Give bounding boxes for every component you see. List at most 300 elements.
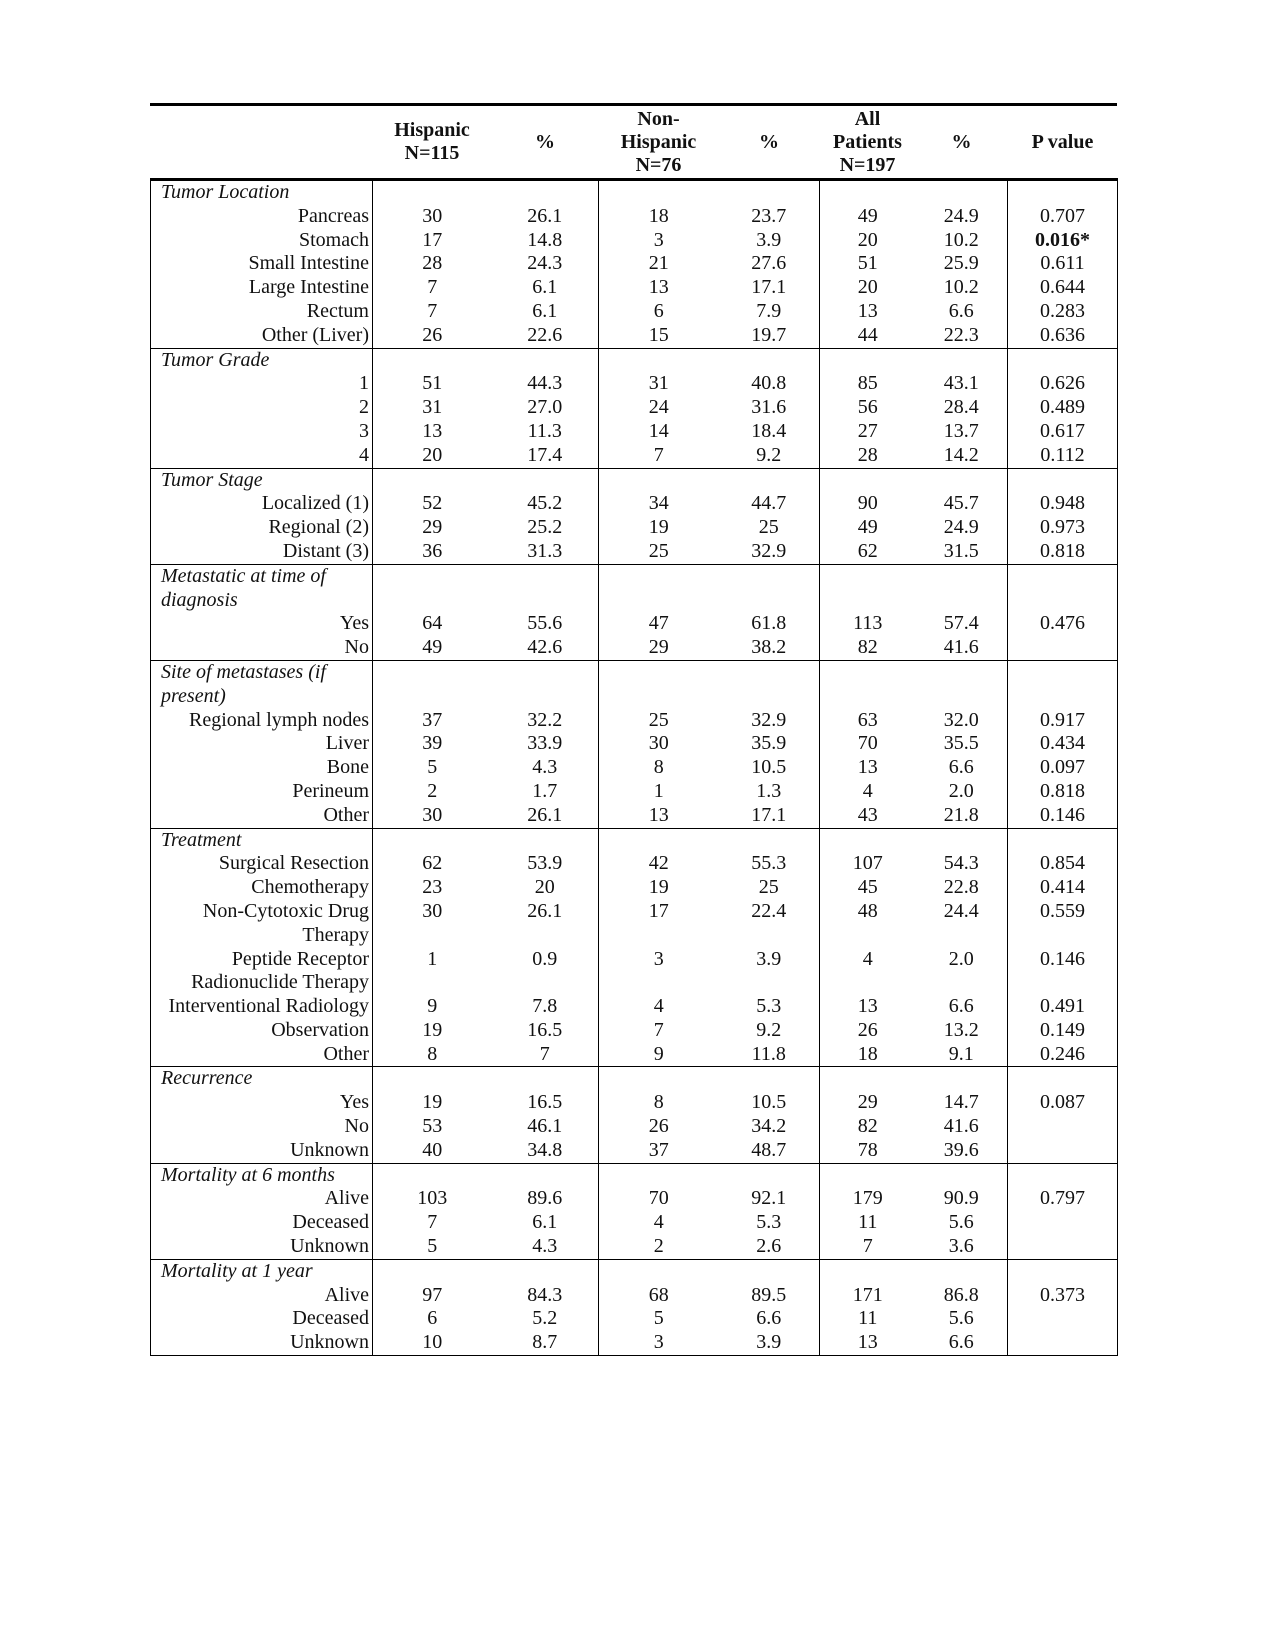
value-cell: 53.9 (492, 852, 599, 876)
p-value-cell: 0.149 (1008, 1019, 1118, 1043)
row-label: Other (151, 804, 373, 828)
empty-cell (820, 828, 916, 852)
empty-cell (916, 1067, 1008, 1091)
table-row (151, 1187, 1118, 1211)
row-label: Yes (151, 1091, 373, 1115)
empty-cell (820, 1067, 916, 1091)
value-cell: 5 (427, 1235, 438, 1258)
p-value-cell (1008, 1139, 1118, 1163)
value-cell: 70 (857, 732, 878, 755)
value-cell: 5.3 (719, 1211, 820, 1235)
value-cell: 9 (653, 1042, 664, 1065)
table-row (151, 852, 1118, 876)
value-cell: 19.7 (719, 324, 820, 348)
p-value-cell: 0.818 (1008, 540, 1118, 564)
p-value-cell: 0.948 (1008, 492, 1118, 516)
value-cell: 52 (422, 492, 443, 515)
value-cell: 179 (852, 1187, 883, 1210)
row-label: Unknown (151, 1235, 373, 1259)
value-cell: 62 (857, 539, 878, 562)
value-cell: 45.2 (492, 492, 599, 516)
value-cell: 4 (862, 779, 873, 802)
header-cell-p-value: P value (1008, 106, 1118, 180)
empty-cell (373, 1259, 492, 1283)
empty-cell (599, 828, 719, 852)
value-cell: 28 (857, 443, 878, 466)
empty-cell (820, 468, 916, 492)
value-cell: 14.8 (492, 229, 599, 253)
section-header-row (151, 180, 1118, 205)
value-cell: 34.8 (492, 1139, 599, 1163)
value-cell: 7 (427, 299, 438, 322)
value-cell: 26 (422, 323, 443, 346)
value-cell: 7.8 (492, 995, 599, 1019)
empty-cell (373, 1163, 492, 1187)
row-label: Perineum (151, 780, 373, 804)
value-cell: 1.3 (719, 780, 820, 804)
value-cell: 7 (862, 1235, 873, 1258)
table-row (151, 1115, 1118, 1139)
value-cell: 43.1 (916, 372, 1008, 396)
value-cell: 25 (719, 876, 820, 900)
value-cell: 9.2 (719, 444, 820, 468)
empty-cell (599, 564, 719, 612)
table-row (151, 229, 1118, 253)
value-cell: 89.5 (719, 1284, 820, 1308)
value-cell: 2.0 (916, 780, 1008, 804)
empty-cell (599, 468, 719, 492)
table-row (151, 516, 1118, 540)
empty-cell (916, 468, 1008, 492)
section-title: Mortality at 6 months (151, 1163, 373, 1187)
value-cell: 13 (422, 419, 443, 442)
row-label: Unknown (151, 1331, 373, 1355)
value-cell: 2 (653, 1235, 664, 1258)
value-cell: 21 (648, 252, 669, 275)
value-cell: 18 (857, 1042, 878, 1065)
p-value-cell: 0.973 (1008, 516, 1118, 540)
value-cell: 10.5 (719, 756, 820, 780)
header-cell-hispanic: Hispanic N=115 (373, 106, 492, 180)
empty-cell (373, 180, 492, 205)
value-cell: 41.6 (916, 1115, 1008, 1139)
table-row (151, 780, 1118, 804)
header-cell-non-hispanic: Non- Hispanic N=76 (599, 106, 719, 180)
empty-cell (719, 468, 820, 492)
header-cell-all-patients-pct: % (916, 106, 1008, 180)
section-header-row (151, 1259, 1118, 1283)
p-value-cell: 0.707 (1008, 205, 1118, 229)
p-value-cell: 0.644 (1008, 276, 1118, 300)
table-row (151, 1284, 1118, 1308)
value-cell: 8 (653, 1091, 664, 1114)
value-cell: 24 (648, 396, 669, 419)
table-row (151, 1139, 1118, 1163)
value-cell: 28.4 (916, 396, 1008, 420)
value-cell: 4 (653, 1211, 664, 1234)
row-label: Other (151, 1043, 373, 1067)
value-cell: 13 (857, 756, 878, 779)
table-row (151, 900, 1118, 948)
value-cell: 5 (653, 1307, 664, 1330)
value-cell: 55.3 (719, 852, 820, 876)
empty-cell (373, 660, 492, 708)
p-value-cell: 0.617 (1008, 420, 1118, 444)
row-label: 1 (151, 372, 373, 396)
value-cell: 31.5 (916, 540, 1008, 564)
p-value-cell: 0.489 (1008, 396, 1118, 420)
section-header-row (151, 828, 1118, 852)
value-cell: 13 (857, 299, 878, 322)
p-value-cell: 0.146 (1008, 804, 1118, 828)
row-label: Regional lymph nodes (151, 709, 373, 733)
value-cell: 55.6 (492, 612, 599, 636)
value-cell: 6.6 (916, 1331, 1008, 1355)
section-header-row (151, 1163, 1118, 1187)
p-value-cell (1008, 1307, 1118, 1331)
empty-cell (916, 564, 1008, 612)
value-cell: 41.6 (916, 636, 1008, 660)
empty-cell (916, 660, 1008, 708)
p-value-cell: 0.097 (1008, 756, 1118, 780)
value-cell: 5.2 (492, 1307, 599, 1331)
row-label: No (151, 1115, 373, 1139)
value-cell: 62 (422, 852, 443, 875)
value-cell: 48.7 (719, 1139, 820, 1163)
value-cell: 37 (422, 708, 443, 731)
value-cell: 24.9 (916, 205, 1008, 229)
value-cell: 44.3 (492, 372, 599, 396)
table-row (151, 300, 1118, 324)
row-label: Rectum (151, 300, 373, 324)
value-cell: 25 (648, 708, 669, 731)
value-cell: 46.1 (492, 1115, 599, 1139)
value-cell: 1 (653, 779, 664, 802)
empty-cell (916, 828, 1008, 852)
section-title: Site of metastases (if present) (151, 660, 373, 708)
value-cell: 44 (857, 323, 878, 346)
row-label: Regional (2) (151, 516, 373, 540)
empty-cell (492, 660, 599, 708)
row-label: Interventional Radiology (151, 995, 373, 1019)
value-cell: 32.2 (492, 709, 599, 733)
table-row (151, 1043, 1118, 1067)
value-cell: 7 (427, 1211, 438, 1234)
value-cell: 6.6 (719, 1307, 820, 1331)
value-cell: 7.9 (719, 300, 820, 324)
value-cell: 11 (858, 1211, 878, 1234)
value-cell: 85 (857, 372, 878, 395)
table-row (151, 492, 1118, 516)
p-value-cell: 0.283 (1008, 300, 1118, 324)
row-label: Alive (151, 1284, 373, 1308)
value-cell: 29 (648, 636, 669, 659)
empty-cell (1008, 564, 1118, 612)
value-cell: 70 (648, 1187, 669, 1210)
value-cell: 24.9 (916, 516, 1008, 540)
empty-cell (719, 1067, 820, 1091)
value-cell: 3 (653, 228, 664, 251)
value-cell: 20 (492, 876, 599, 900)
value-cell: 40.8 (719, 372, 820, 396)
table-row (151, 444, 1118, 468)
value-cell: 1 (427, 947, 438, 970)
section-title: Tumor Location (151, 180, 373, 205)
value-cell: 13 (857, 995, 878, 1018)
empty-cell (820, 348, 916, 372)
value-cell: 22.3 (916, 324, 1008, 348)
value-cell: 13.7 (916, 420, 1008, 444)
value-cell: 37 (648, 1138, 669, 1161)
results-table (150, 106, 1118, 1356)
table-row (151, 205, 1118, 229)
value-cell: 4.3 (492, 756, 599, 780)
empty-cell (1008, 348, 1118, 372)
p-value-cell: 0.146 (1008, 948, 1118, 996)
empty-cell (719, 828, 820, 852)
p-value-cell: 0.797 (1008, 1187, 1118, 1211)
table-row (151, 636, 1118, 660)
value-cell: 31 (422, 396, 443, 419)
p-value-cell (1008, 1235, 1118, 1259)
section-header-row (151, 564, 1118, 612)
value-cell: 3.9 (719, 229, 820, 253)
value-cell: 2.6 (719, 1235, 820, 1259)
table-row (151, 612, 1118, 636)
value-cell: 35.9 (719, 732, 820, 756)
value-cell: 30 (422, 899, 443, 922)
value-cell: 90.9 (916, 1187, 1008, 1211)
p-value-cell: 0.559 (1008, 900, 1118, 948)
value-cell: 2.0 (916, 948, 1008, 996)
value-cell: 7 (653, 443, 664, 466)
p-value-cell: 0.373 (1008, 1284, 1118, 1308)
value-cell: 103 (417, 1187, 448, 1210)
value-cell: 4.3 (492, 1235, 599, 1259)
section-header-row (151, 348, 1118, 372)
header-cell-label (151, 106, 373, 180)
value-cell: 64 (422, 612, 443, 635)
row-label: Yes (151, 612, 373, 636)
value-cell: 82 (857, 636, 878, 659)
p-value-cell (1008, 636, 1118, 660)
table-row (151, 1019, 1118, 1043)
value-cell: 11 (858, 1307, 878, 1330)
section-title: Recurrence (151, 1067, 373, 1091)
row-label: Bone (151, 756, 373, 780)
row-label: Deceased (151, 1307, 373, 1331)
p-value-cell: 0.246 (1008, 1043, 1118, 1067)
header-cell-non-hispanic-pct: % (719, 106, 820, 180)
value-cell: 4 (653, 995, 664, 1018)
table-row (151, 252, 1118, 276)
p-value-cell (1008, 1211, 1118, 1235)
empty-cell (916, 180, 1008, 205)
empty-cell (820, 1259, 916, 1283)
value-cell: 6.6 (916, 995, 1008, 1019)
table-row (151, 420, 1118, 444)
p-value-cell: 0.434 (1008, 732, 1118, 756)
value-cell: 90 (857, 492, 878, 515)
empty-cell (719, 564, 820, 612)
row-label: Chemotherapy (151, 876, 373, 900)
p-value-cell: 0.854 (1008, 852, 1118, 876)
value-cell: 92.1 (719, 1187, 820, 1211)
table-row (151, 995, 1118, 1019)
row-label: 3 (151, 420, 373, 444)
row-label: Peptide Receptor Radionuclide Therapy (151, 948, 373, 996)
value-cell: 9 (427, 995, 438, 1018)
value-cell: 26.1 (492, 804, 599, 828)
row-label: Liver (151, 732, 373, 756)
value-cell: 16.5 (492, 1091, 599, 1115)
value-cell: 27 (857, 419, 878, 442)
value-cell: 51 (857, 252, 878, 275)
value-cell: 34 (648, 492, 669, 515)
row-label: Stomach (151, 229, 373, 253)
value-cell: 27.0 (492, 396, 599, 420)
empty-cell (916, 1259, 1008, 1283)
value-cell: 42 (648, 852, 669, 875)
value-cell: 18 (648, 204, 669, 227)
value-cell: 9.1 (916, 1043, 1008, 1067)
empty-cell (916, 348, 1008, 372)
value-cell: 45.7 (916, 492, 1008, 516)
table-row (151, 540, 1118, 564)
empty-cell (820, 180, 916, 205)
empty-cell (373, 564, 492, 612)
value-cell: 18.4 (719, 420, 820, 444)
table-row (151, 756, 1118, 780)
table-header (151, 106, 1118, 180)
table-row (151, 372, 1118, 396)
value-cell: 43 (857, 803, 878, 826)
section-header-row (151, 1067, 1118, 1091)
p-value-cell: 0.917 (1008, 709, 1118, 733)
p-value-cell: 0.112 (1008, 444, 1118, 468)
value-cell: 56 (857, 396, 878, 419)
value-cell: 51 (422, 372, 443, 395)
row-label: Unknown (151, 1139, 373, 1163)
value-cell: 17 (422, 228, 443, 251)
value-cell: 68 (648, 1283, 669, 1306)
p-value-cell: 0.491 (1008, 995, 1118, 1019)
value-cell: 20 (857, 228, 878, 251)
table-row (151, 396, 1118, 420)
empty-cell (820, 1163, 916, 1187)
empty-cell (1008, 660, 1118, 708)
value-cell: 6.6 (916, 756, 1008, 780)
value-cell: 24.3 (492, 252, 599, 276)
row-label: 4 (151, 444, 373, 468)
value-cell: 21.8 (916, 804, 1008, 828)
value-cell: 8 (653, 756, 664, 779)
row-label: No (151, 636, 373, 660)
value-cell: 27.6 (719, 252, 820, 276)
empty-cell (719, 180, 820, 205)
value-cell: 2 (427, 779, 438, 802)
empty-cell (1008, 1163, 1118, 1187)
value-cell: 16.5 (492, 1019, 599, 1043)
empty-cell (373, 828, 492, 852)
value-cell: 17 (648, 899, 669, 922)
value-cell: 32.9 (719, 540, 820, 564)
value-cell: 25 (719, 516, 820, 540)
value-cell: 10 (373, 1331, 492, 1355)
empty-cell (492, 180, 599, 205)
value-cell: 7 (653, 1018, 664, 1041)
table-row (151, 732, 1118, 756)
row-label: Pancreas (151, 205, 373, 229)
value-cell: 35.5 (916, 732, 1008, 756)
section-title: Tumor Stage (151, 468, 373, 492)
value-cell: 25.9 (916, 252, 1008, 276)
table-row (151, 276, 1118, 300)
section-header-row (151, 468, 1118, 492)
value-cell: 45 (857, 876, 878, 899)
empty-cell (599, 660, 719, 708)
value-cell: 47 (648, 612, 669, 635)
value-cell: 82 (857, 1115, 878, 1138)
table-row (151, 804, 1118, 828)
empty-cell (1008, 180, 1118, 205)
empty-cell (492, 564, 599, 612)
table-row (151, 876, 1118, 900)
value-cell: 25 (648, 539, 669, 562)
value-cell: 13 (648, 803, 669, 826)
value-cell: 3.9 (719, 948, 820, 996)
empty-cell (373, 468, 492, 492)
table-row (151, 709, 1118, 733)
row-label: Small Intestine (151, 252, 373, 276)
p-value-cell: 0.626 (1008, 372, 1118, 396)
value-cell: 39.6 (916, 1139, 1008, 1163)
value-cell: 14.2 (916, 444, 1008, 468)
row-label: Non-Cytotoxic Drug Therapy (151, 900, 373, 948)
value-cell: 3.6 (916, 1235, 1008, 1259)
value-cell: 19 (648, 516, 669, 539)
value-cell: 31.3 (492, 540, 599, 564)
value-cell: 34.2 (719, 1115, 820, 1139)
value-cell: 22.6 (492, 324, 599, 348)
empty-cell (492, 468, 599, 492)
value-cell: 3 (653, 947, 664, 970)
value-cell: 61.8 (719, 612, 820, 636)
value-cell: 22.4 (719, 900, 820, 948)
value-cell: 49 (422, 636, 443, 659)
value-cell: 14 (648, 419, 669, 442)
section-title: Treatment (151, 828, 373, 852)
value-cell: 28 (422, 252, 443, 275)
value-cell: 15 (648, 323, 669, 346)
value-cell: 6.1 (492, 276, 599, 300)
value-cell: 36 (422, 539, 443, 562)
value-cell: 4 (862, 947, 873, 970)
table-row (151, 1211, 1118, 1235)
value-cell: 20 (422, 443, 443, 466)
value-cell: 17.1 (719, 276, 820, 300)
value-cell: 10.5 (719, 1091, 820, 1115)
value-cell: 26.1 (492, 900, 599, 948)
table-row (151, 1307, 1118, 1331)
row-label: Large Intestine (151, 276, 373, 300)
value-cell: 19 (422, 1091, 443, 1114)
value-cell: 13.2 (916, 1019, 1008, 1043)
value-cell: 6 (653, 299, 664, 322)
empty-cell (820, 564, 916, 612)
value-cell: 23 (422, 876, 443, 899)
value-cell: 3.9 (719, 1331, 820, 1355)
